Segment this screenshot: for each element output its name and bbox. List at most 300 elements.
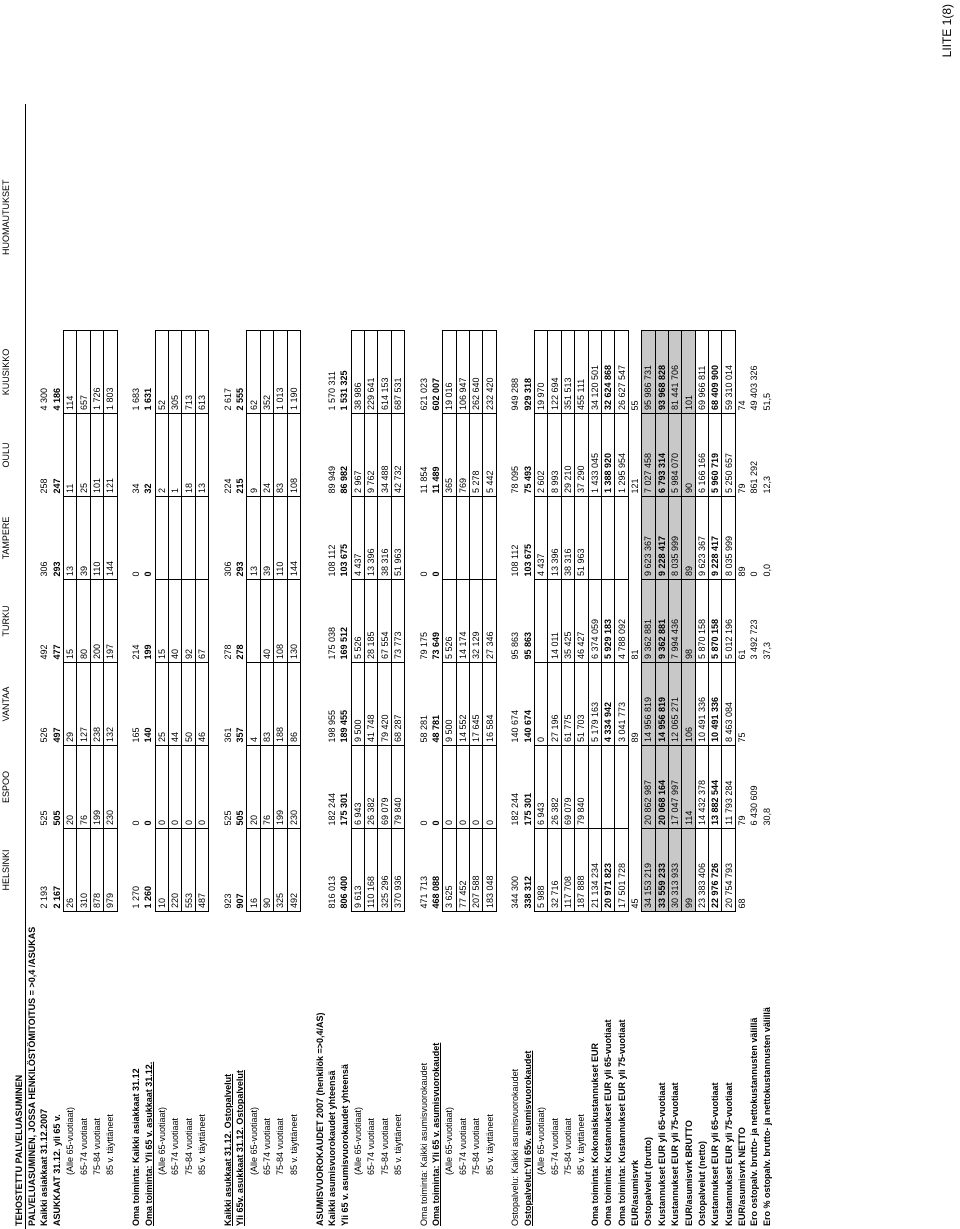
value-cell: 11 489 bbox=[431, 466, 442, 494]
value-cell: 46 bbox=[195, 663, 208, 746]
value-cell: 26 382 bbox=[364, 746, 377, 829]
table-row bbox=[456, 104, 469, 1229]
value-cell: 0 bbox=[431, 820, 442, 826]
notes-cell bbox=[182, 104, 195, 331]
value-cell bbox=[117, 746, 130, 829]
value-cell: 39 bbox=[260, 497, 273, 580]
value-cell: 121 bbox=[629, 478, 640, 494]
value-cell: 101 bbox=[90, 414, 103, 497]
value-cell: 5 929 183 bbox=[601, 580, 614, 663]
row-label: Oma toiminta: Kaikki asiakkaat 31.12 bbox=[131, 1068, 142, 1226]
value-cell: 86 982 bbox=[339, 465, 350, 494]
value-cell: 46 427 bbox=[575, 580, 588, 663]
value-cell: 98 bbox=[682, 580, 695, 663]
value-cell: 553 bbox=[182, 829, 195, 912]
value-cell: 14 956 819 bbox=[655, 663, 668, 746]
value-cell: 16 584 bbox=[483, 663, 496, 746]
value-cell: 310 bbox=[77, 829, 90, 912]
value-cell: 278 bbox=[222, 644, 233, 660]
row-label: 65-74 vuotiaat bbox=[262, 1117, 272, 1175]
table-row bbox=[326, 104, 338, 1229]
value-cell: 9 228 417 bbox=[709, 497, 722, 580]
value-cell: 51 963 bbox=[575, 497, 588, 580]
value-cell: 357 bbox=[235, 727, 246, 743]
value-cell bbox=[443, 497, 456, 580]
notes-cell bbox=[443, 104, 456, 331]
table-row bbox=[260, 104, 273, 1229]
row-label: 75-84 vuotiaat bbox=[562, 1117, 573, 1175]
value-cell: 175 301 bbox=[522, 792, 533, 826]
value-cell: 2 167 bbox=[51, 885, 62, 909]
notes-cell bbox=[104, 104, 117, 331]
notes-cell bbox=[709, 104, 722, 331]
value-cell: 3 041 773 bbox=[615, 663, 628, 746]
value-cell: 144 bbox=[287, 497, 300, 580]
value-cell: 20 754 793 bbox=[722, 829, 735, 912]
value-cell: 40 bbox=[260, 580, 273, 663]
notes-cell bbox=[155, 104, 168, 331]
table-row bbox=[655, 104, 668, 1229]
table-row bbox=[25, 104, 38, 1229]
notes-cell bbox=[735, 104, 748, 331]
notes-cell bbox=[247, 104, 260, 331]
table-row bbox=[709, 104, 722, 1229]
value-cell: 40 bbox=[169, 580, 182, 663]
notes-cell bbox=[682, 104, 695, 331]
column-header-vantaa: VANTAA bbox=[1, 686, 12, 722]
value-cell: 365 bbox=[443, 414, 456, 497]
value-cell: 81 441 706 bbox=[668, 331, 681, 414]
value-cell: 199 bbox=[274, 746, 287, 829]
value-cell: 0 bbox=[143, 820, 154, 826]
value-cell: 144 bbox=[104, 497, 117, 580]
notes-cell bbox=[90, 104, 103, 331]
value-cell: 492 bbox=[287, 829, 300, 912]
value-cell: 230 bbox=[287, 746, 300, 829]
value-cell: 5 526 bbox=[443, 580, 456, 663]
value-cell: 352 bbox=[260, 331, 273, 414]
table-row bbox=[575, 104, 588, 1229]
table-row bbox=[234, 104, 247, 1229]
value-cell: 471 713 bbox=[418, 875, 429, 909]
value-cell: 74 bbox=[737, 400, 748, 411]
value-cell bbox=[748, 663, 760, 746]
value-cell: 1 013 bbox=[274, 331, 287, 414]
value-cell: 32 624 868 bbox=[601, 331, 614, 414]
table-row bbox=[405, 104, 418, 1229]
value-cell bbox=[117, 331, 130, 414]
table-row bbox=[222, 104, 234, 1229]
value-cell bbox=[496, 414, 509, 497]
value-cell: 305 bbox=[169, 331, 182, 414]
value-cell: 52 bbox=[155, 331, 168, 414]
row-label bbox=[496, 912, 509, 1229]
table-row bbox=[418, 104, 430, 1229]
value-cell: 81 bbox=[629, 649, 640, 660]
notes-cell bbox=[470, 104, 483, 331]
value-cell: 77 452 bbox=[456, 829, 469, 912]
value-cell: 361 bbox=[222, 727, 233, 743]
value-cell: 37,3 bbox=[761, 641, 772, 660]
value-cell: 1 570 311 bbox=[326, 371, 337, 411]
row-label: 75-84 vuotiaat bbox=[275, 1117, 286, 1175]
notes-cell bbox=[38, 104, 50, 331]
notes-cell bbox=[642, 104, 655, 331]
row-label: 65-74 vuotiaat bbox=[78, 1117, 89, 1175]
value-cell: 3 625 bbox=[443, 829, 456, 912]
value-cell: 0 bbox=[470, 746, 483, 829]
row-label: Oma toiminta: Yli 65 v. asumisvuorokaudet bbox=[431, 1042, 442, 1226]
value-cell: 17 645 bbox=[470, 663, 483, 746]
table-row bbox=[364, 104, 377, 1229]
value-cell: 0 bbox=[131, 820, 142, 826]
value-cell: 2 193 bbox=[39, 885, 50, 909]
row-label: Kustannukset EUR yli 65-vuotiaat bbox=[656, 1082, 667, 1226]
value-cell bbox=[496, 746, 509, 829]
value-cell: 2 555 bbox=[235, 387, 246, 411]
value-cell: 613 bbox=[195, 331, 208, 414]
value-cell: 110 bbox=[90, 497, 103, 580]
notes-cell bbox=[483, 104, 496, 331]
row-label: Kaikki asukkaat 31.12. Ostopalvelut bbox=[222, 1073, 233, 1226]
value-cell bbox=[117, 497, 130, 580]
value-cell: 34 153 219 bbox=[642, 829, 655, 912]
row-label: Ero ostopalv. brutto- ja nettokustannusten välillä bbox=[749, 1017, 760, 1226]
table-row bbox=[274, 104, 287, 1229]
value-cell bbox=[12, 580, 25, 663]
value-cell: 34 120 501 bbox=[588, 331, 601, 414]
row-label: Oma toiminta: Yli 65 v. asukkaat 31.12. bbox=[143, 1061, 154, 1226]
notes-cell bbox=[77, 104, 90, 331]
value-cell: 89 bbox=[737, 566, 748, 577]
value-cell: 106 947 bbox=[456, 331, 469, 414]
value-cell: 2 967 bbox=[351, 414, 364, 497]
value-cell: 7 027 458 bbox=[642, 414, 655, 497]
value-cell bbox=[117, 580, 130, 663]
table-row bbox=[338, 104, 351, 1229]
value-cell: 48 781 bbox=[431, 714, 442, 743]
value-cell: 169 512 bbox=[339, 626, 350, 660]
value-cell: 17 047 997 bbox=[668, 746, 681, 829]
value-cell bbox=[12, 746, 25, 829]
value-cell: 99 bbox=[682, 829, 695, 912]
row-label: (Alle 65-vuotiaat) bbox=[536, 1106, 547, 1175]
value-cell bbox=[535, 580, 548, 663]
table-row bbox=[169, 104, 182, 1229]
value-cell: 929 318 bbox=[522, 377, 533, 411]
value-cell bbox=[588, 497, 601, 580]
value-cell: 293 bbox=[235, 561, 246, 577]
value-cell: 13 bbox=[195, 414, 208, 497]
notes-cell bbox=[391, 104, 404, 331]
notes-cell bbox=[117, 104, 130, 331]
value-cell: 103 675 bbox=[339, 543, 350, 577]
value-cell bbox=[300, 746, 313, 829]
column-header-helsinki: HELSINKI bbox=[1, 849, 12, 891]
value-cell bbox=[405, 663, 418, 746]
notes-cell bbox=[12, 104, 25, 331]
value-cell: 24 bbox=[260, 414, 273, 497]
value-cell: 200 bbox=[90, 580, 103, 663]
value-cell: 11 bbox=[63, 414, 76, 497]
value-cell: 602 007 bbox=[431, 377, 442, 411]
value-cell: 278 bbox=[235, 644, 246, 660]
notes-cell bbox=[496, 104, 509, 331]
value-cell: 11 793 284 bbox=[722, 746, 735, 829]
value-cell: 114 bbox=[682, 746, 695, 829]
row-label: PALVELUASUMINEN, JOSSA HENKILÖSTÖMITOITUS = >0,4 /ASUKAS bbox=[26, 926, 37, 1226]
value-cell: 6 943 bbox=[351, 746, 364, 829]
value-cell: 1 260 bbox=[143, 885, 154, 909]
row-label bbox=[117, 912, 130, 1229]
value-cell: 5 988 bbox=[535, 829, 548, 912]
value-cell: 32 bbox=[143, 483, 154, 494]
value-cell: 5 012 196 bbox=[722, 580, 735, 663]
table-row bbox=[247, 104, 260, 1229]
value-cell: 12,3 bbox=[761, 475, 772, 494]
value-cell: 182 244 bbox=[510, 792, 521, 826]
value-cell: 923 bbox=[222, 893, 233, 909]
table-row bbox=[588, 104, 601, 1229]
value-cell: 5 870 158 bbox=[695, 580, 708, 663]
value-cell bbox=[313, 829, 325, 912]
row-label: Yli 65v. asukkaat 31.12. Ostopalvelut bbox=[235, 1070, 246, 1226]
row-label: Kaikki asiakkaat 31.12.2007 bbox=[39, 1108, 50, 1226]
value-cell: 4 437 bbox=[351, 497, 364, 580]
value-cell: 1 803 bbox=[104, 331, 117, 414]
notes-cell bbox=[222, 104, 234, 331]
value-cell: 614 153 bbox=[378, 331, 391, 414]
value-cell bbox=[12, 663, 25, 746]
value-cell: 30,8 bbox=[761, 807, 772, 826]
value-cell bbox=[247, 580, 260, 663]
value-cell: 14 011 bbox=[548, 580, 561, 663]
table-row bbox=[287, 104, 300, 1229]
value-cell: 468 088 bbox=[431, 875, 442, 909]
value-cell bbox=[615, 746, 628, 829]
value-cell: 0 bbox=[418, 571, 429, 577]
value-cell bbox=[117, 414, 130, 497]
value-cell: 55 bbox=[629, 400, 640, 411]
value-cell: 79 bbox=[737, 815, 748, 826]
value-cell: 525 bbox=[39, 810, 50, 826]
value-cell: 103 675 bbox=[522, 543, 533, 577]
value-cell: 207 588 bbox=[470, 829, 483, 912]
value-cell: 2 617 bbox=[222, 387, 233, 411]
row-label: Ostopalvelut (netto) bbox=[696, 1141, 707, 1226]
value-cell: 338 312 bbox=[522, 875, 533, 909]
value-cell: 8 035 999 bbox=[668, 497, 681, 580]
value-cell: 27 196 bbox=[548, 663, 561, 746]
value-cell: 35 425 bbox=[561, 580, 574, 663]
notes-cell bbox=[130, 104, 142, 331]
notes-cell bbox=[51, 104, 64, 331]
value-cell bbox=[12, 331, 25, 414]
value-cell: 2 602 bbox=[535, 414, 548, 497]
value-cell: 0 bbox=[131, 571, 142, 577]
row-label: Ostopalvelu: Kaikki asumisvuorokaudet bbox=[510, 1068, 521, 1226]
value-cell: 497 bbox=[51, 727, 62, 743]
table-row bbox=[142, 104, 155, 1229]
value-cell bbox=[300, 331, 313, 414]
value-cell: 20 bbox=[63, 746, 76, 829]
value-cell bbox=[496, 663, 509, 746]
value-cell bbox=[25, 580, 38, 663]
value-cell: 9 362 881 bbox=[642, 580, 655, 663]
value-cell: 1 270 bbox=[131, 885, 142, 909]
table-row bbox=[483, 104, 496, 1229]
value-cell bbox=[313, 580, 325, 663]
value-cell: 26 627 547 bbox=[615, 331, 628, 414]
value-cell bbox=[496, 497, 509, 580]
value-cell: 16 bbox=[247, 829, 260, 912]
notes-cell bbox=[655, 104, 668, 331]
value-cell: 18 bbox=[182, 414, 195, 497]
value-cell: 75 bbox=[737, 732, 748, 743]
value-cell: 3 492 723 bbox=[749, 619, 760, 660]
value-cell: 13 bbox=[247, 497, 260, 580]
value-cell: 9 613 bbox=[351, 829, 364, 912]
value-cell bbox=[25, 331, 38, 414]
value-cell: 20 068 164 bbox=[655, 746, 668, 829]
value-cell: 108 bbox=[287, 414, 300, 497]
row-label: 85 v. täyttäneet bbox=[392, 1114, 403, 1175]
value-cell: 6 430 609 bbox=[749, 785, 760, 826]
notes-cell bbox=[575, 104, 588, 331]
value-cell: 0 bbox=[143, 571, 154, 577]
value-cell: 76 bbox=[77, 746, 90, 829]
notes-cell bbox=[338, 104, 351, 331]
value-cell: 95 986 731 bbox=[642, 331, 655, 414]
value-cell: 89 bbox=[629, 732, 640, 743]
value-cell bbox=[209, 331, 222, 414]
value-cell: 1 bbox=[169, 414, 182, 497]
value-cell: 0 bbox=[418, 820, 429, 826]
table-row bbox=[496, 104, 509, 1229]
value-cell: 41 748 bbox=[364, 663, 377, 746]
value-cell: 175 301 bbox=[339, 792, 350, 826]
value-cell: 13 bbox=[63, 497, 76, 580]
value-cell: 525 bbox=[222, 810, 233, 826]
value-cell: 0 bbox=[431, 571, 442, 577]
value-cell: 106 bbox=[682, 663, 695, 746]
value-cell: 657 bbox=[77, 331, 90, 414]
value-cell: 93 968 828 bbox=[655, 331, 668, 414]
value-cell bbox=[313, 331, 325, 414]
notes-cell bbox=[169, 104, 182, 331]
value-cell: 351 513 bbox=[561, 331, 574, 414]
value-cell: 262 640 bbox=[470, 331, 483, 414]
value-cell: 769 bbox=[456, 414, 469, 497]
value-cell: 38 316 bbox=[561, 497, 574, 580]
header-row bbox=[0, 104, 12, 1229]
value-cell: 247 bbox=[51, 478, 62, 494]
table-row bbox=[209, 104, 222, 1229]
value-cell bbox=[313, 746, 325, 829]
value-cell: 73 649 bbox=[431, 631, 442, 660]
value-cell: 325 bbox=[274, 829, 287, 912]
value-cell bbox=[588, 746, 601, 829]
value-cell bbox=[496, 580, 509, 663]
value-cell: 4 300 bbox=[39, 387, 50, 411]
value-cell: 183 048 bbox=[483, 829, 496, 912]
value-cell bbox=[25, 414, 38, 497]
row-label bbox=[209, 912, 222, 1229]
value-cell bbox=[628, 746, 641, 829]
value-cell: 5 179 163 bbox=[588, 663, 601, 746]
table-row bbox=[628, 104, 641, 1229]
row-label: (Alle 65-vuotiaat) bbox=[444, 1106, 455, 1175]
value-cell: 477 bbox=[51, 644, 62, 660]
value-cell: 806 400 bbox=[339, 875, 350, 909]
row-label: Ostopalvelut:Yli 65v. asumisvuorokaudet bbox=[523, 1050, 534, 1226]
table-row bbox=[391, 104, 404, 1229]
value-cell bbox=[209, 746, 222, 829]
value-cell: 5 250 657 bbox=[722, 414, 735, 497]
row-label: 75-84 vuotiaat bbox=[183, 1117, 194, 1175]
value-cell bbox=[761, 663, 773, 746]
notes-cell bbox=[274, 104, 287, 331]
value-cell: 32 129 bbox=[470, 580, 483, 663]
value-cell: 9 362 881 bbox=[655, 580, 668, 663]
notes-cell bbox=[615, 104, 628, 331]
row-label: Oma toiminta: Kustannukset EUR yli 75-vuotiaat bbox=[616, 1019, 627, 1226]
value-cell: 45 bbox=[629, 898, 640, 909]
value-cell: 122 694 bbox=[548, 331, 561, 414]
value-cell: 39 bbox=[77, 497, 90, 580]
value-cell: 9 500 bbox=[351, 663, 364, 746]
value-cell: 29 bbox=[63, 663, 76, 746]
value-cell: 79 840 bbox=[391, 746, 404, 829]
notes-cell bbox=[287, 104, 300, 331]
value-cell: 220 bbox=[169, 829, 182, 912]
value-cell: 51 963 bbox=[391, 497, 404, 580]
value-cell: 79 420 bbox=[378, 663, 391, 746]
value-cell: 215 bbox=[235, 478, 246, 494]
value-cell: 1 726 bbox=[90, 331, 103, 414]
value-cell: 492 bbox=[39, 644, 50, 660]
value-cell: 89 949 bbox=[326, 465, 337, 494]
row-label: 75-84 vuotiaat bbox=[471, 1117, 482, 1175]
value-cell: 67 554 bbox=[378, 580, 391, 663]
value-cell: 1 295 954 bbox=[615, 414, 628, 497]
table-row bbox=[748, 104, 760, 1229]
value-cell bbox=[470, 497, 483, 580]
value-cell bbox=[25, 663, 38, 746]
value-cell bbox=[12, 497, 25, 580]
notes-cell bbox=[668, 104, 681, 331]
notes-cell bbox=[378, 104, 391, 331]
table-row bbox=[509, 104, 521, 1229]
value-cell: 78 095 bbox=[510, 465, 521, 494]
value-cell bbox=[456, 497, 469, 580]
notes-cell bbox=[195, 104, 208, 331]
value-cell: 13 396 bbox=[548, 497, 561, 580]
value-cell: 4 186 bbox=[51, 387, 62, 411]
value-cell: 229 641 bbox=[364, 331, 377, 414]
value-cell: 69 079 bbox=[378, 746, 391, 829]
notes-cell bbox=[260, 104, 273, 331]
row-label: Kustannukset EUR yli 75-vuotiaat bbox=[670, 1082, 681, 1226]
table-row bbox=[300, 104, 313, 1229]
value-cell: 12 065 271 bbox=[668, 663, 681, 746]
table-row bbox=[443, 104, 456, 1229]
value-cell: 10 bbox=[155, 829, 168, 912]
notes-cell bbox=[364, 104, 377, 331]
value-cell: 19 016 bbox=[443, 331, 456, 414]
value-cell: 0,0 bbox=[761, 563, 772, 577]
value-cell bbox=[748, 829, 760, 912]
